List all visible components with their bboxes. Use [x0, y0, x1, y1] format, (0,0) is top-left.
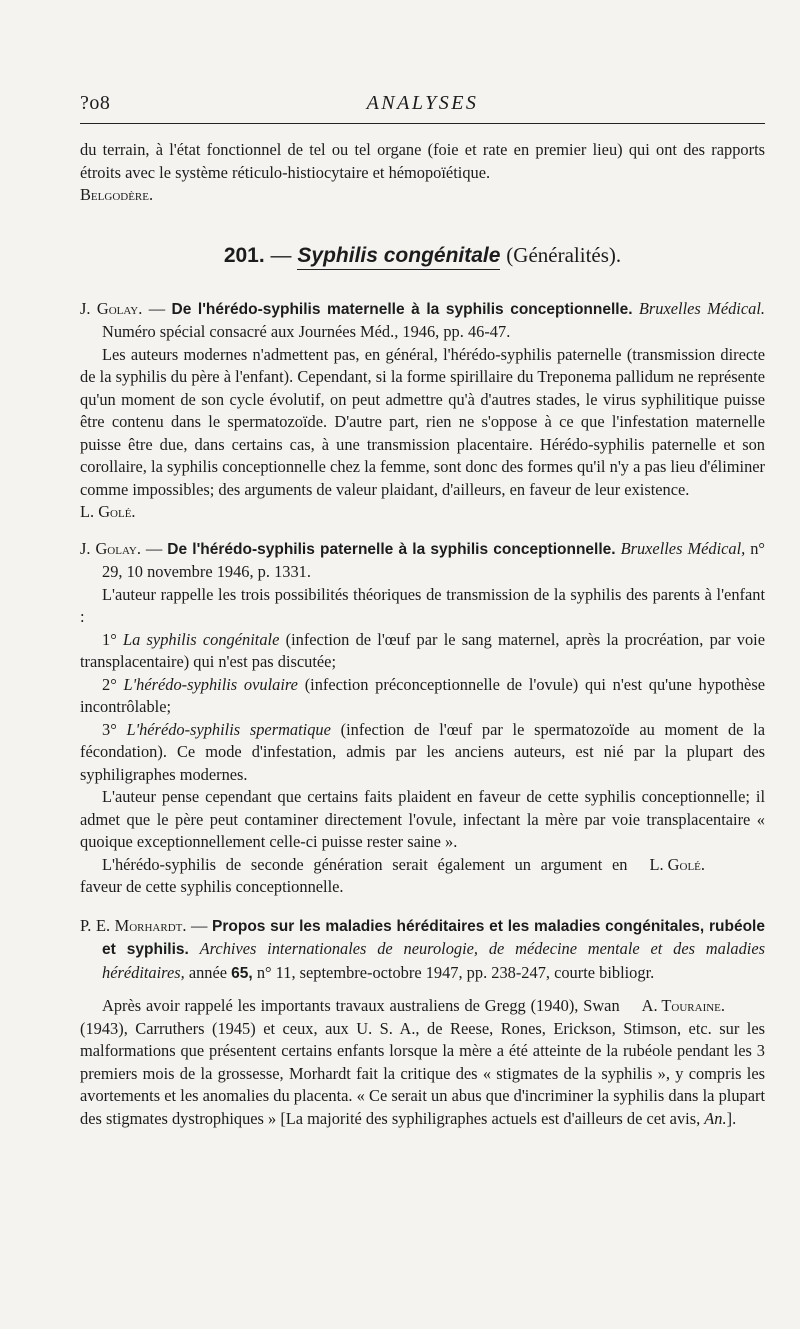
dash: — [140, 538, 168, 558]
item-text: (infection de l'œuf par le sang maternel, après la procréation, par voie transplacentaire) qui n'est pas discutée; [80, 629, 765, 671]
item-term: L'hérédo-syphilis spermatique [126, 719, 331, 739]
dash: — [142, 298, 172, 318]
running-title: ANALYSES [366, 92, 479, 114]
section-topic: Syphilis congénitale [297, 244, 500, 270]
page-body [80, 139, 765, 1130]
journal: Archives internationales de neurologie, de médecine mentale et des maladies héréditaires, [102, 939, 765, 982]
abstract-text [80, 995, 765, 1130]
entry-morhardt [80, 915, 765, 1131]
volume: 65, [231, 964, 253, 982]
paragraph-text: L'hérédo-syphilis de seconde génération serait également un argument en faveur de cette syphilis conceptionnelle. [80, 854, 628, 896]
journal: Bruxelles Médical. [638, 298, 765, 318]
item-number: 1° [102, 629, 117, 649]
section-subtitle: (Généralités). [506, 242, 622, 267]
item-text: (infection de l'œuf par le spermatozoïde au moment de la fécondation). Ce mode d'infestation, admis par les anciens auteurs, est nié par la plupart des syphiligraphes modernes. [80, 719, 765, 784]
page-number: ?o8 [80, 92, 111, 114]
abstract-text: Les auteurs modernes n'admettent pas, en général, l'hérédo-syphilis paternelle (transmission directe de la syphilis du père à l'enfant). Cependant, si la forme spirillaire du Treponema pallidum ne représente qu'un moment de son cycle évolutif, on peut admettre qu'à d'autres stades, le virus syphilitique puisse être contenu dans le spermatozoïde. D'autre part, rien ne s'oppose à ce que l'infestation maternelle puisse être due, dans certains cas, à une transmission placentaire. Hérédo-syphilis paternelle et son corollaire, la syphilis conceptionnelle chez la femme, sont donc des formes qu'il n'y a pas lieu d'éliminer comme impossibles; des arguments de valeur plaidant, d'ailleurs, en faveur de leur existence. [80, 344, 765, 499]
item-number: 3° [102, 719, 117, 739]
list-item [80, 719, 765, 787]
signature-gole: L. Golé. [649, 854, 705, 874]
reference [80, 298, 765, 344]
author: J. Golay. [80, 298, 143, 318]
list-item [80, 629, 765, 674]
reference [80, 538, 765, 584]
section-dash: — [270, 243, 292, 267]
dash: — [186, 915, 213, 935]
journal: Bruxelles Médical, [620, 538, 746, 558]
entry-golay-2 [80, 538, 765, 899]
reference [80, 915, 765, 986]
list-item [80, 674, 765, 719]
page-header [80, 92, 765, 122]
source-details: n° 29, 10 novembre 1946, p. 1331. [102, 538, 765, 581]
signature-gole: L. Golé. [80, 502, 136, 521]
item-term: La syphilis congénitale [123, 629, 280, 649]
author: P. E. Morhardt. [80, 915, 187, 935]
article-title: De l'hérédo-syphilis maternelle à la syphilis conceptionnelle. [171, 300, 633, 318]
article-title: De l'hérédo-syphilis paternelle à la syphilis conceptionnelle. [167, 540, 616, 558]
item-term: L'hérédo-syphilis ovulaire [123, 674, 298, 694]
paragraph: L'auteur pense cependant que certains faits plaident en faveur de cette syphilis conceptionnelle; il admet que le père peut contaminer directement l'ovule, infectant la mère par voie transplacentaire « quoique exceptionnellement celle-ci puisse rester saine ». [80, 787, 765, 851]
paragraph-with-signature [80, 854, 765, 899]
source-details: Numéro spécial consacré aux Journées Méd., 1946, pp. 46-47. [102, 322, 511, 341]
signature-touraine: A. Touraine. [641, 996, 725, 1015]
section-title [80, 241, 765, 270]
item-text: (infection préconceptionnelle de l'ovule) qui n'est qu'une hypothèse incontrôlable; [80, 674, 765, 716]
author: J. Golay. [80, 538, 141, 558]
signature-belgodere: Belgodère. [80, 185, 154, 204]
top-paragraph: du terrain, à l'état fonctionnel de tel ou tel organe (foie et rate en premier lieu) qui ont des rapports étroits avec le système réticulo-histiocytaire et hémopoïétique. [80, 140, 765, 182]
item-number: 2° [102, 674, 117, 694]
intro-text: L'auteur rappelle les trois possibilités théoriques de transmission de la syphilis des parents à l'enfant : [80, 584, 765, 626]
abstract-body: Après avoir rappelé les importants travaux australiens de Gregg (1940), Swan (1943), Carruthers (1945) et ceux, aux U. S. A., de Reese, Rones, Erickson, Stimson, etc. sur les malformations que présentent certains enfants lorsque la mère a été atteinte de la rubéole pendant les 3 premiers mois de la grossesse, Morhardt fait la critique des « stigmates de la syphilis », y compris les avortements et les anomalies du placenta. « Ce serait un abus que d'incriminer la syphilis dans la plupart des stigmates dystrophiques » [La majorité des syphiligraphes actuels est d'ailleurs de cet avis, [80, 996, 765, 1128]
source-year: année [188, 962, 228, 982]
abstract-end: ]. [726, 1108, 737, 1128]
abstract-italic: An. [704, 1108, 727, 1128]
source-details: n° 11, septembre-octobre 1947, pp. 238-247, courte bibliogr. [256, 962, 655, 982]
header-rule [80, 123, 765, 124]
article-title: Propos sur les maladies héréditaires et les maladies congénitales, rubéole et syphilis. [102, 917, 765, 958]
section-number: 201. [223, 243, 265, 267]
entry-golay-1 [80, 298, 765, 524]
